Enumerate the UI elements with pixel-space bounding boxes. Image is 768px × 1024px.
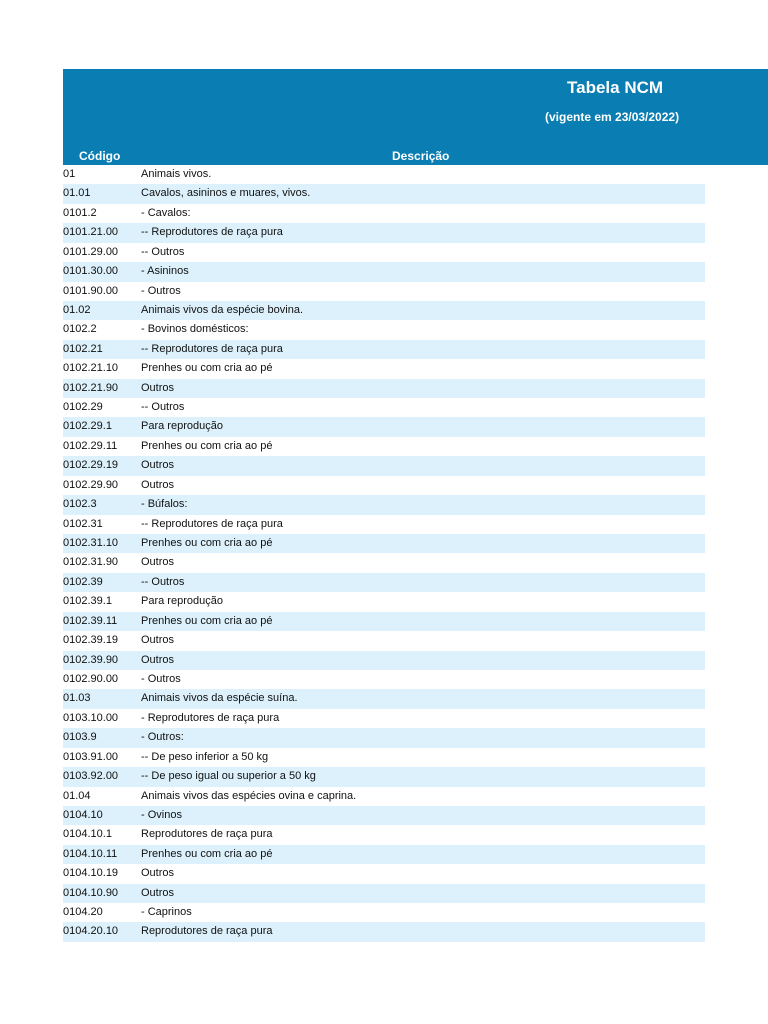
row-code: 01.03 [63, 692, 91, 705]
row-code: 0103.10.00 [63, 711, 119, 724]
row-code: 0103.91.00 [63, 750, 119, 763]
row-code: 0102.29.11 [63, 439, 118, 452]
table-header-banner [63, 69, 768, 165]
row-description: Outros [141, 478, 175, 491]
row-description: Animais vivos da espécie bovina. [141, 303, 304, 316]
row-description: -- Reprodutores de raça pura [141, 342, 283, 355]
table-body [63, 165, 705, 942]
row-description: Outros [141, 886, 175, 899]
row-description: Cavalos, asininos e muares, vivos. [141, 187, 311, 200]
row-description: - Búfalos: [141, 498, 188, 511]
row-description: Prenhes ou com cria ao pé [141, 847, 273, 860]
row-description: Prenhes ou com cria ao pé [141, 537, 273, 550]
row-description: - Cavalos: [141, 206, 191, 219]
table-row [63, 301, 705, 320]
table-row [63, 243, 705, 262]
row-code: 0102.39.90 [63, 653, 119, 666]
row-code: 0102.21 [63, 342, 103, 355]
row-code: 0103.92.00 [63, 770, 119, 783]
page-title: Tabela NCM [567, 78, 664, 97]
row-description: - Bovinos domésticos: [141, 323, 249, 336]
table-row [63, 825, 705, 844]
table-row [63, 884, 705, 903]
row-description: Outros [141, 634, 175, 647]
row-code: 0102.29 [63, 401, 103, 414]
table-row [63, 262, 705, 281]
row-description: - Outros [141, 284, 181, 297]
table-row [63, 709, 705, 728]
row-code: 0102.21.10 [63, 362, 119, 375]
table-row [63, 495, 705, 514]
row-code: 0104.10.90 [63, 886, 119, 899]
row-code: 0104.10.11 [63, 847, 118, 860]
table-row [63, 437, 705, 456]
table-row [63, 456, 705, 475]
row-code: 01.04 [63, 789, 91, 802]
row-description: Animais vivos da espécie suína. [141, 692, 298, 705]
table-row [63, 184, 705, 203]
table-row [63, 340, 705, 359]
row-description: Outros [141, 459, 175, 472]
row-code: 0104.20.10 [63, 925, 119, 938]
row-code: 0103.9 [63, 731, 97, 744]
row-description: Prenhes ou com cria ao pé [141, 439, 273, 452]
table-row [63, 320, 705, 339]
table-row [63, 864, 705, 883]
table-row [63, 612, 705, 631]
table-row [63, 748, 705, 767]
row-code: 0101.21.00 [63, 226, 119, 239]
row-code: 0102.39.1 [63, 595, 112, 608]
row-description: - Reprodutores de raça pura [141, 711, 280, 724]
row-description: Outros [141, 381, 175, 394]
table-row [63, 282, 705, 301]
table-row [63, 204, 705, 223]
table-row [63, 922, 705, 941]
row-code: 0102.29.90 [63, 478, 119, 491]
row-description: - Asininos [141, 265, 189, 278]
table-row [63, 728, 705, 747]
table-row [63, 379, 705, 398]
row-description: Prenhes ou com cria ao pé [141, 362, 273, 375]
row-description: Outros [141, 867, 175, 880]
column-header-code: Código [79, 149, 121, 163]
row-description: - Ovinos [141, 808, 182, 821]
row-code: 0104.10 [63, 808, 103, 821]
row-code: 0104.10.1 [63, 828, 112, 841]
table-row [63, 787, 705, 806]
row-code: 0102.39 [63, 575, 103, 588]
row-description: -- Reprodutores de raça pura [141, 226, 283, 239]
row-description: - Outros [141, 672, 181, 685]
row-description: - Outros: [141, 731, 184, 744]
row-code: 0102.31 [63, 517, 103, 530]
row-description: -- Outros [141, 245, 185, 258]
row-description: Para reprodução [141, 420, 223, 433]
row-code: 0102.21.90 [63, 381, 119, 394]
table-row [63, 845, 705, 864]
column-header-description: Descrição [392, 149, 450, 163]
table-row [63, 534, 705, 553]
row-description: Outros [141, 653, 175, 666]
row-description: -- Outros [141, 575, 185, 588]
row-code: 01.02 [63, 303, 91, 316]
row-code: 0101.30.00 [63, 265, 119, 278]
row-description: -- De peso inferior a 50 kg [141, 750, 269, 763]
row-description: Animais vivos. [141, 168, 212, 180]
row-description: Para reprodução [141, 595, 223, 608]
row-description: - Caprinos [141, 906, 192, 919]
row-code: 01.01 [63, 187, 91, 200]
table-row [63, 476, 705, 495]
table-row [63, 553, 705, 572]
row-description: -- Reprodutores de raça pura [141, 517, 283, 530]
row-description: Reprodutores de raça pura [141, 925, 273, 938]
table-row [63, 515, 705, 534]
row-description: Reprodutores de raça pura [141, 828, 273, 841]
row-code: 0102.29.19 [63, 459, 119, 472]
row-code: 0102.31.90 [63, 556, 119, 569]
table-row [63, 670, 705, 689]
row-code: 0101.29.00 [63, 245, 119, 258]
row-code: 0104.10.19 [63, 867, 119, 880]
table-row [63, 359, 705, 378]
table-row [63, 398, 705, 417]
table-row [63, 631, 705, 650]
table-row [63, 223, 705, 242]
row-code: 0102.39.11 [63, 614, 118, 627]
table-row [63, 417, 705, 436]
row-code: 0102.29.1 [63, 420, 112, 433]
table-row [63, 651, 705, 670]
row-code: 0102.2 [63, 323, 97, 336]
table-row [63, 689, 705, 708]
table-row [63, 903, 705, 922]
table-row [63, 573, 705, 592]
table-row [63, 165, 705, 184]
row-description: -- De peso igual ou superior a 50 kg [141, 770, 316, 783]
row-code: 0102.90.00 [63, 672, 119, 685]
table-row [63, 767, 705, 786]
table-row [63, 592, 705, 611]
row-code: 01 [63, 168, 76, 180]
row-description: Prenhes ou com cria ao pé [141, 614, 273, 627]
row-code: 0101.2 [63, 206, 97, 219]
row-code: 0102.31.10 [63, 537, 119, 550]
table-row [63, 806, 705, 825]
row-code: 0104.20 [63, 906, 103, 919]
page-subtitle: (vigente em 23/03/2022) [545, 110, 680, 124]
row-description: Animais vivos das espécies ovina e caprina. [141, 789, 357, 802]
row-code: 0101.90.00 [63, 284, 119, 297]
row-description: -- Outros [141, 401, 185, 414]
row-code: 0102.39.19 [63, 634, 119, 647]
row-description: Outros [141, 556, 175, 569]
row-code: 0102.3 [63, 498, 97, 511]
